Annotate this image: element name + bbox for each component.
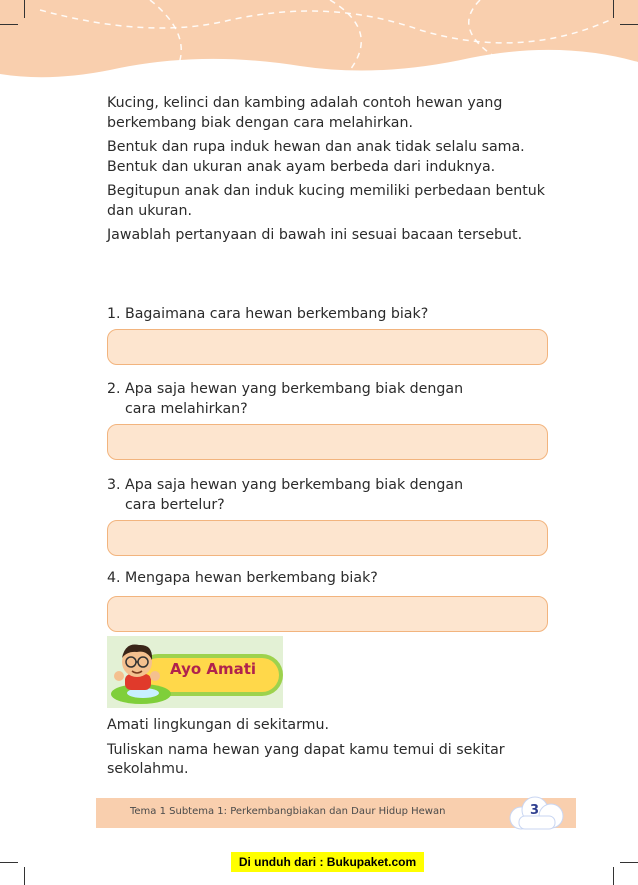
top-decorative-band	[0, 0, 638, 96]
paragraph: Kucing, kelinci dan kambing adalah contoh hewan yang berkembang biak dengan cara melahirkan.	[107, 95, 503, 131]
crop-mark	[0, 862, 18, 863]
question-number: 2.	[107, 381, 121, 397]
answer-box-1[interactable]	[107, 329, 548, 365]
question-4	[107, 569, 547, 589]
crop-mark	[620, 862, 638, 863]
question-text-continued: cara melahirkan?	[125, 400, 248, 417]
crop-mark	[0, 24, 18, 25]
observation-instructions	[107, 716, 547, 780]
question-text: Bagaimana cara hewan berkembang biak?	[125, 306, 429, 322]
question-3	[107, 476, 547, 515]
question-text-continued: cara bertelur?	[125, 496, 225, 513]
question-2	[107, 380, 547, 419]
instruction: Amati lingkungan di sekitarmu.	[107, 717, 329, 733]
paragraph: Bentuk dan rupa induk hewan dan anak tidak selalu sama.	[107, 139, 525, 155]
download-source-banner: Di unduh dari : Bukupaket.com	[231, 852, 424, 872]
paragraph: Begitupun anak dan induk kucing memiliki perbedaan bentuk dan ukuran.	[107, 183, 546, 219]
instruction: Tuliskan nama hewan yang dapat kamu temui di sekitar sekolahmu.	[107, 741, 505, 777]
crop-mark	[24, 867, 25, 885]
footer-theme-text: Tema 1 Subtema 1: Perkembangbiakan dan Daur Hidup Hewan	[130, 806, 446, 817]
answer-box-2[interactable]	[107, 424, 548, 460]
crop-mark	[613, 0, 614, 18]
question-text: Mengapa hewan berkembang biak?	[125, 570, 378, 586]
question-text: Apa saja hewan yang berkembang biak dengan	[125, 477, 464, 493]
paragraph: Bentuk dan ukuran anak ayam berbeda dari induknya.	[107, 158, 496, 175]
question-number: 4.	[107, 570, 121, 586]
crop-mark	[613, 867, 614, 885]
crop-mark	[24, 0, 25, 18]
question-1	[107, 305, 547, 325]
answer-box-4[interactable]	[107, 596, 548, 632]
crop-mark	[620, 24, 638, 25]
page-number: 3	[530, 803, 540, 818]
question-text: Apa saja hewan yang berkembang biak dengan	[125, 381, 464, 397]
ayo-amati-label: Ayo Amati	[170, 660, 257, 678]
paragraph: Jawablah pertanyaan di bawah ini sesuai bacaan tersebut.	[107, 227, 523, 243]
answer-box-3[interactable]	[107, 520, 548, 556]
question-number: 1.	[107, 306, 121, 322]
reading-passage	[107, 94, 547, 246]
question-number: 3.	[107, 477, 121, 493]
